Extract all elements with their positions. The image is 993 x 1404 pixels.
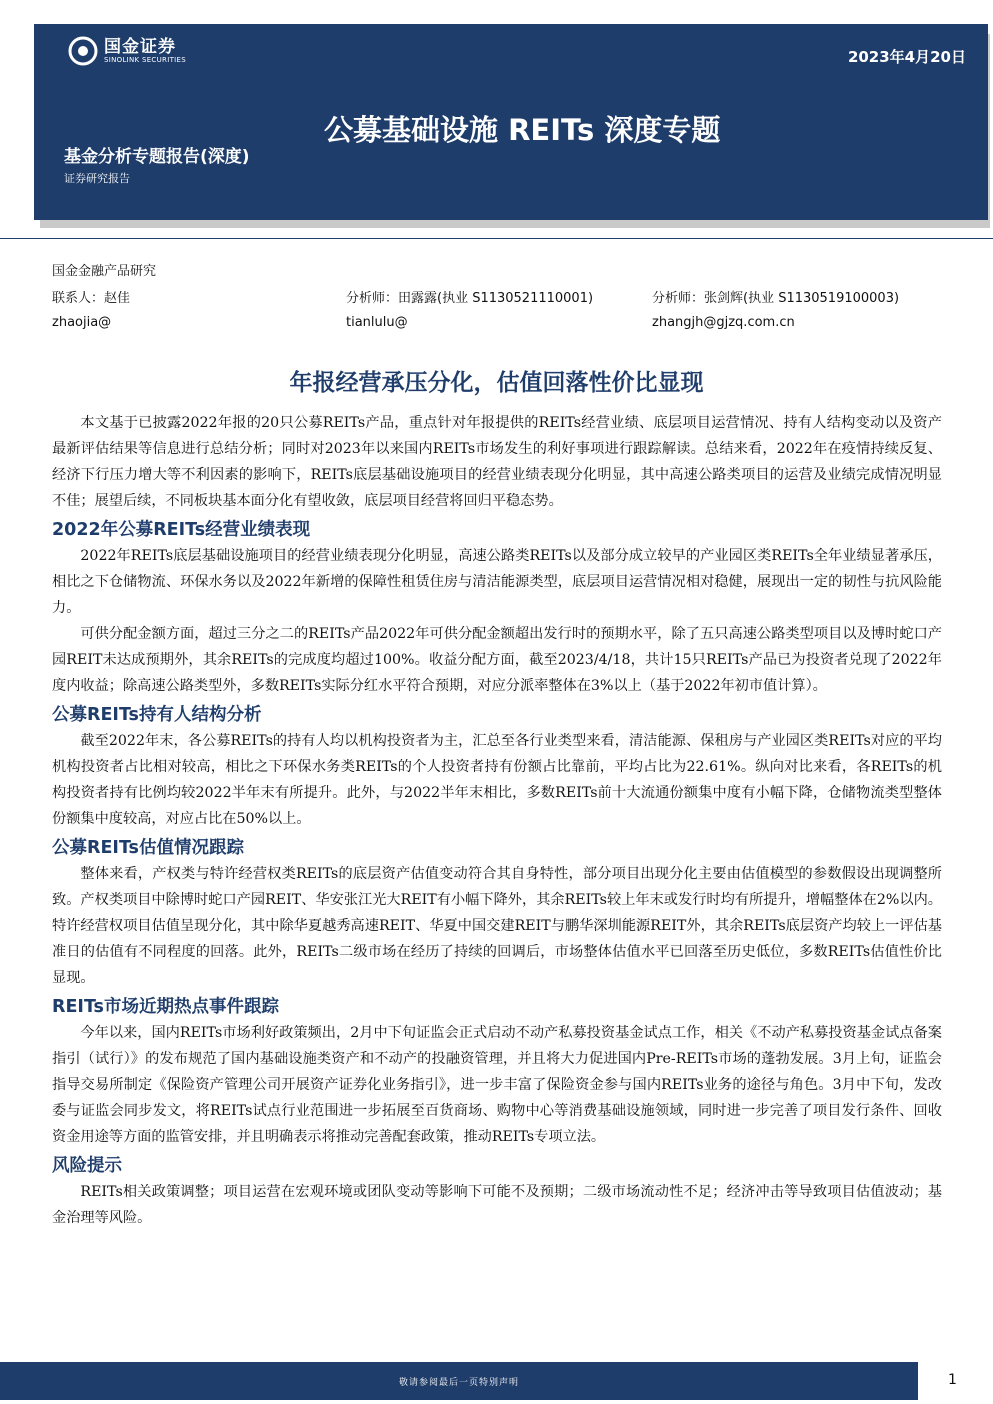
report-date: 2023年4月20日 [847,48,966,66]
report-headline: 年报经营承压分化，估值回落性价比显现 [289,370,704,396]
brand-name-cn: 国金证券 [104,36,176,57]
intro-paragraph: 本文基于已披露2022年报的20只公募REITs产品，重点针对年报提供的REITs经营业绩、底层项目运营情况、持有人结构变动以及资产最新评估结果等信息进行总结分析；同时对2023年以来国内REITs市场发生的利好事项进行跟踪解读。总结来看，2022年在疫情持续反复、经济下行压力增大等不利因素的影响下，REITs底层基础设施项目的经营业绩表现分化明显，其中高速公路类项目的运营及业绩完成情况明显不佳；展望后续，不同板块基本面分化有望收敛，底层项目经营将回归平稳态势。 [52,415,942,509]
brand-logo [68,36,186,66]
report-body [52,410,942,1231]
section-heading-valuation: 公募REITs估值情况跟踪 [52,838,244,858]
footer-disclaimer-note: 敬请参阅最后一页特别声明 [398,1378,519,1388]
brand-name-en: SINOLINK SECURITIES [104,55,186,64]
section-heading-events: REITs市场近期热点事件跟踪 [52,997,279,1017]
analyst-1-email[interactable]: tianlulu@ [346,315,408,330]
analyst-2: 分析师：张剑辉(执业 S1130519100003) [652,291,900,306]
analyst-1: 分析师：田露露(执业 S1130521110001) [346,291,594,306]
report-type: 基金分析专题报告(深度) [64,147,250,167]
report-banner [34,24,988,220]
section-heading-risk: 风险提示 [52,1156,122,1176]
analyst-2-email[interactable]: zhangjh@gjzq.com.cn [652,315,795,330]
section-paragraph: 2022年REITs底层基础设施项目的经营业绩表现分化明显，高速公路类REITs以及部分成立较早的产业园区类REITs全年业绩显著承压，相比之下仓储物流、环保水务以及2022年新增的保障性租赁住房与清洁能源类型，底层项目运营情况相对稳健，展现出一定的韧性与抗风险能力。 [52,548,942,616]
header-divider [0,238,993,239]
contact-email[interactable]: zhaojia@ [52,315,112,330]
section-paragraph: 截至2022年末，各公募REITs的持有人均以机构投资者为主，汇总至各行业类型来看，清洁能源、保租房与产业园区类REITs对应的平均机构投资者占比相对较高，相比之下环保水务类REITs的个人投资者持有份额占比靠前，平均占比为22.61%。纵向对比来看，各REITs的机构投资者持有比例均较2022半年末有所提升。此外，与2022半年末相比，多数REITs前十大流通份额集中度有小幅下降，仓储物流类型整体份额集中度较高，对应占比在50%以上。 [52,733,942,827]
contact-person: 联系人：赵佳 [52,291,131,306]
section-paragraph: 今年以来，国内REITs市场利好政策频出，2月中下旬证监会正式启动不动产私募投资基金试点工作，相关《不动产私募投资基金试点备案指引（试行）》的发布规范了国内基础设施类资产和不动产的投融资管理，并且将大力促进国内Pre-REITs市场的蓬勃发展。3月上旬，证监会指导交易所制定《保险资产管理公司开展资产证券化业务指引》，进一步丰富了保险资金参与国内REITs业务的途径与角色。3月中下旬，发改委与证监会同步发文，将REITs试点行业范围进一步拓展至百货商场、购物中心等消费基础设施领域，同时进一步完善了项目发行条件、回收资金用途等方面的监管安排，并且明确表示将推动完善配套政策，推动REITs专项立法。 [52,1025,942,1145]
report-category: 证券研究报告 [64,172,130,185]
sinolink-logo-icon [68,36,98,66]
section-paragraph: 可供分配金额方面，超过三分之二的REITs产品2022年可供分配金额超出发行时的预期水平，除了五只高速公路类型项目以及博时蛇口产园REIT未达成预期外，其余REITs的完成度均超过100%。收益分配方面，截至2023/4/18，共计15只REITs产品已为投资者兑现了2022年度内收益；除高速公路类型外，多数REITs实际分红水平符合预期，对应分派率整体在3%以上（基于2022年初市值计算）。 [52,626,942,694]
page-number: 1 [948,1372,957,1388]
section-heading-holders: 公募REITs持有人结构分析 [52,705,262,725]
section-paragraph: REITs相关政策调整；项目运营在宏观环境或团队变动等影响下可能不及预期；二级市场流动性不足；经济冲击等导致项目估值波动；基金治理等风险。 [52,1184,942,1226]
report-title: 公募基础设施 REITs 深度专题 [324,113,721,147]
section-paragraph: 整体来看，产权类与特许经营权类REITs的底层资产估值变动符合其自身特性，部分项目出现分化主要由估值模型的参数假设出现调整所致。产权类项目中除博时蛇口产园REIT、华安张江光大REIT有小幅下降外，其余REITs较上年末或发行时均有所提升，增幅整体在2%以内。特许经营权项目估值呈现分化，其中除华夏越秀高速REIT、华夏中国交建REIT与鹏华深圳能源REIT外，其余REITs底层资产均较上一评估基准日的估值有不同程度的回落。此外，REITs二级市场在经历了持续的回调后，市场整体估值水平已回落至历史低位，多数REITs估值性价比显现。 [52,866,942,986]
research-team: 国金金融产品研究 [52,264,157,279]
section-heading-performance: 2022年公募REITs经营业绩表现 [52,520,311,540]
